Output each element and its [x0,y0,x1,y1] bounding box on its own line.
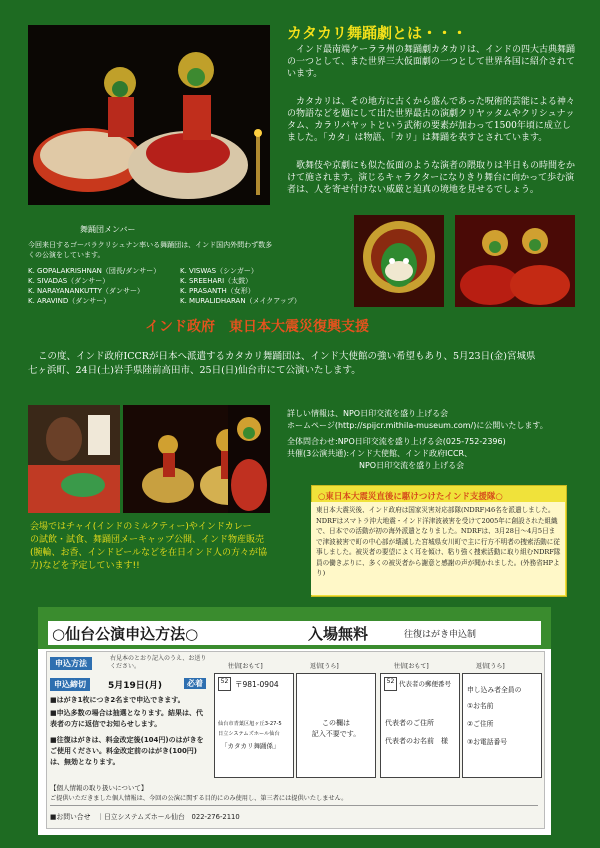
members-heading: 舞踊団メンバー [80,225,136,234]
member-left-4: K. ARAVIND（ダンサー） [28,297,111,305]
support-line-2: 七ヶ浜町、24日(土)岩手県陸前高田市、25日(日)仙台市にて公演いたします。 [28,365,361,376]
card4-heading: 申し込み者全員の [467,686,522,694]
card4-label: 返信[うら] [476,663,505,670]
card2-label: 返信[うら] [310,663,339,670]
info-line-4: 共催(3公演共通):インド大使館、インド政府ICCR、 [287,449,473,458]
form-header [38,607,551,649]
card4-item-1: ①お名前 [467,702,494,710]
form-note-2: ■申込多数の場合は抽選となります。結果は、代表者の方に返信でお知らせします。 [50,709,204,728]
support-heading: インド政府 東日本大震災復興支援 [145,319,369,335]
venue-line-1: 会場ではチャイ(インドのミルクティー)やインドカレー [30,522,252,532]
intro-paragraph-1: インド最南端ケーララ州の舞踊劇カタカリは、インドの四大古典舞踊の一つとして、また世界三大仮面劇の一つとして世界各国に紹介されています。 [287,45,576,79]
postcard-outbound-front-applicant [380,673,460,778]
method-label: 申込方法 [50,657,92,670]
member-right-3: K. PRASANTH（女形） [180,287,255,295]
member-right-4: K. MURALIDHARAN（メイクアップ） [180,297,301,305]
postcard-outbound-front-sample [214,673,294,778]
member-left-2: K. SIVADAS（ダンサー） [28,277,110,285]
method-note: 右見本のとおり記入のうえ、お送りください。 [110,655,207,670]
member-left-1: K. GOPALAKRISHNAN（団長/ダンサー） [28,267,161,275]
card3-zip-note: 代表者の郵便番号 [399,680,451,688]
application-form [38,607,551,835]
form-note-1: ■はがき1枚につき2名まで申込できます。 [50,696,185,704]
members-lead: 今回来日するゴーパラクリシュナン率いる舞踊団は、インド国内外問わず数多くの公演をしています。 [28,241,273,259]
privacy-text: ご提供いただきました個人情報は、今回の公演に関する目的にのみ使用し、第三者には提供いたしません。 [50,795,348,802]
card2-text-2: 記入不要です。 [311,730,361,738]
card1-stamp: 52 [218,677,231,691]
intro-paragraph-2: カタカリは、その地方に古くから盛んであった呪術的芸能による神々の物語などを題にして出た世界最古の演劇クリヤッタムやクリシュナッタム、カラリパヤットという武術の要素が加わって1500年頃に成立しました。「カタ」は物語、「カリ」は舞踊を表すとされています。 [287,97,575,143]
card3-label: 往信[おもて] [394,663,429,670]
intro-paragraph-3: 歌舞伎や京劇にも似た仮面のような演者の隈取りは半日もの時間をかけて施されます。演じるキャラクターになりきり舞台に向かって歩む演者は、人を寄せ付けない威厳と迫真の境地を見せるでしょう。 [287,161,576,195]
info-line-3: 全体問合わせ:NPO日印交流を盛り上げる会(025-752-2396) [287,437,506,446]
deadline-label: 申込締切 [50,678,90,691]
info-line-5: NPO日印交流を盛り上げる会 [359,461,465,470]
card1-zip: 〒981-0904 [235,680,279,689]
card1-dept: 「カタカリ舞踊係」 [221,742,280,750]
card2-text-1: この欄は [322,719,350,727]
deadline-value: 5月19日(月) [108,681,163,691]
form-title: ○仙台公演申込方法○ [52,625,199,643]
ndrf-text-box [311,502,565,595]
kathakali-stage-photo [28,25,270,205]
venue-line-2: の試飲・試食、舞踊団メーキャップ公開、インド物産販売 [30,535,265,545]
intro-title: カタカリ舞踊劇とは・・・ [287,24,468,42]
card4-item-3: ③お電話番号 [467,738,508,746]
form-free-label: 入場無料 [308,625,369,643]
ndrf-title: ○東日本大震災直後に駆けつけたインド支援隊○ [318,492,503,502]
card1-venue: 日立システムズホール仙台 [218,731,280,737]
support-line-1: この度、インド政府ICCRが日本へ派遣するカタカリ舞踊団は、インド大使館の強い希望もあり、5月23日(金)宮城県 [38,351,536,362]
form-subtitle: 往復はがき申込制 [404,630,477,640]
info-line-1: 詳しい情報は、NPO日印交流を盛り上げる会 [287,409,449,418]
contact-line: ■お問い合せ ｜日立システムズホール仙台 022-276-2110 [50,813,240,821]
venue-line-4: 力)などを予定しています!! [30,561,140,571]
mask-face-photo [354,215,444,307]
member-left-3: K. NARAYANANKUTTY（ダンサー） [28,287,144,295]
dancers-red-photo [455,215,575,307]
venue-line-3: (腕輪、お香、インドビールなどを在日インド人の方々が協 [30,548,267,558]
makeup-photo [28,405,120,513]
card4-item-2: ②ご住所 [467,720,494,728]
form-note-3: ■往復はがきは、料金改定後(104円)のはがきをご使用ください。料金改定前のはがき(100円)は、無効となります。 [50,736,204,766]
privacy-divider [50,805,538,806]
deadline-must: 必着 [184,678,206,689]
card3-address-note: 代表者のご住所 [385,719,434,727]
member-right-1: K. VISWAS（シンガー） [180,267,258,275]
card1-address: 仙台市青葉区旭ヶ丘3-27-5 [218,721,282,727]
member-right-2: K. SREEHARI（太鼓） [180,277,253,285]
postcard-reply-back-applicant [462,673,542,778]
postcard-reply-back-sample [296,673,376,778]
info-line-2: ホームページ(http://spijcr.mithila-museum.com/)に公開いたします。 [287,421,548,430]
card1-label: 往信[おもて] [228,663,263,670]
privacy-title: 【個人情報の取り扱いについて】 [50,784,148,792]
ndrf-text: 東日本大震災後、インド政府は国家災害対応部隊(NDRF)46名を派遣しました。NDRFはスマトラ沖大地震・インド洋津波被害を受けて2005年に創設された組織で、日本での活動が初の海外派遣となりました。NDRFは、3月28日～4月5日まで津波被害で町の中心部が壊滅した宮城県女川町で主に行方不明者の捜索活動に従事しました。被災者の要望によく耳を傾け、粘り強く捜索活動に取り組むNDRF隊員の働きぶりに、多くの被災者から謝意と感謝の声が聞かれました。(外務省HPより) [316,506,561,577]
card3-stamp: 52 [384,677,397,691]
card3-name-note: 代表者のお名前 様 [385,737,448,745]
dancer-portrait-photo [228,405,270,513]
